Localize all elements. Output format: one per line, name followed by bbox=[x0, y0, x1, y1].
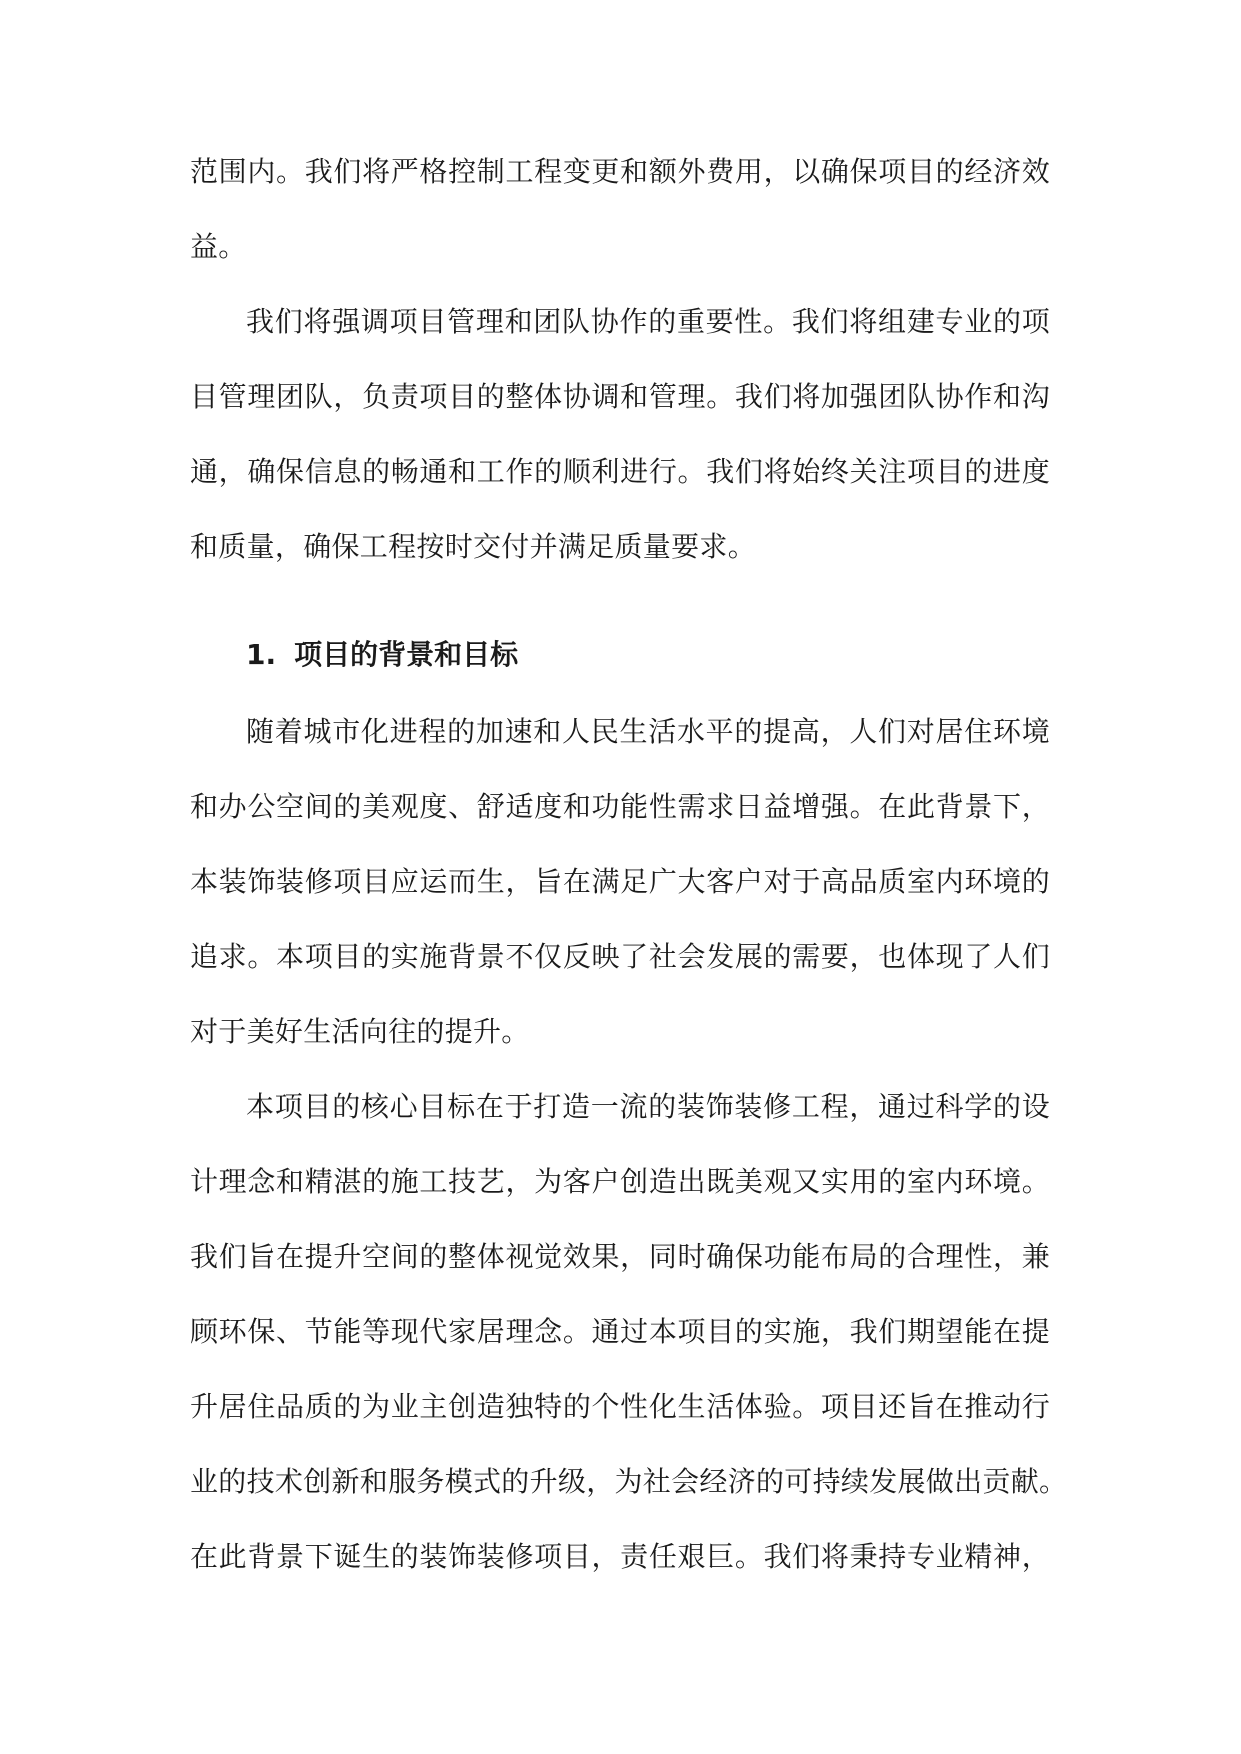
paragraph-line: 追求。本项目的实施背景不仅反映了社会发展的需要，也体现了人们 bbox=[190, 940, 1050, 973]
paragraph-line: 和办公空间的美观度、舒适度和功能性需求日益增强。在此背景下， bbox=[190, 790, 1050, 823]
paragraph-line: 本项目的核心目标在于打造一流的装饰装修工程，通过科学的设 bbox=[246, 1090, 1050, 1123]
paragraph-line: 对于美好生活向往的提升。 bbox=[190, 1015, 530, 1048]
paragraph-line: 和质量，确保工程按时交付并满足质量要求。 bbox=[190, 530, 757, 563]
section-heading bbox=[246, 635, 518, 675]
section-title: 项目的背景和目标 bbox=[294, 638, 519, 671]
paragraph-line: 升居住品质的为业主创造独特的个性化生活体验。项目还旨在推动行 bbox=[190, 1390, 1050, 1423]
paragraph-line: 我们将强调项目管理和团队协作的重要性。我们将组建专业的项 bbox=[246, 305, 1050, 338]
paragraph-line: 顾环保、节能等现代家居理念。通过本项目的实施，我们期望能在提 bbox=[190, 1315, 1050, 1348]
paragraph-line: 计理念和精湛的施工技艺，为客户创造出既美观又实用的室内环境。 bbox=[190, 1165, 1050, 1198]
paragraph-line: 目管理团队，负责项目的整体协调和管理。我们将加强团队协作和沟 bbox=[190, 380, 1050, 413]
paragraph-line: 通，确保信息的畅通和工作的顺利进行。我们将始终关注项目的进度 bbox=[190, 455, 1050, 488]
section-number: 1. bbox=[246, 638, 277, 671]
paragraph-line: 我们旨在提升空间的整体视觉效果，同时确保功能布局的合理性，兼 bbox=[190, 1240, 1050, 1273]
paragraph-line: 业的技术创新和服务模式的升级，为社会经济的可持续发展做出贡献。 bbox=[190, 1465, 1068, 1498]
paragraph-line: 益。 bbox=[190, 230, 247, 263]
paragraph-line: 本装饰装修项目应运而生，旨在满足广大客户对于高品质室内环境的 bbox=[190, 865, 1050, 898]
paragraph-line: 在此背景下诞生的装饰装修项目，责任艰巨。我们将秉持专业精神， bbox=[190, 1540, 1050, 1573]
paragraph-line: 随着城市化进程的加速和人民生活水平的提高，人们对居住环境 bbox=[246, 715, 1050, 748]
paragraph-line: 范围内。我们将严格控制工程变更和额外费用，以确保项目的经济效 bbox=[190, 155, 1050, 188]
